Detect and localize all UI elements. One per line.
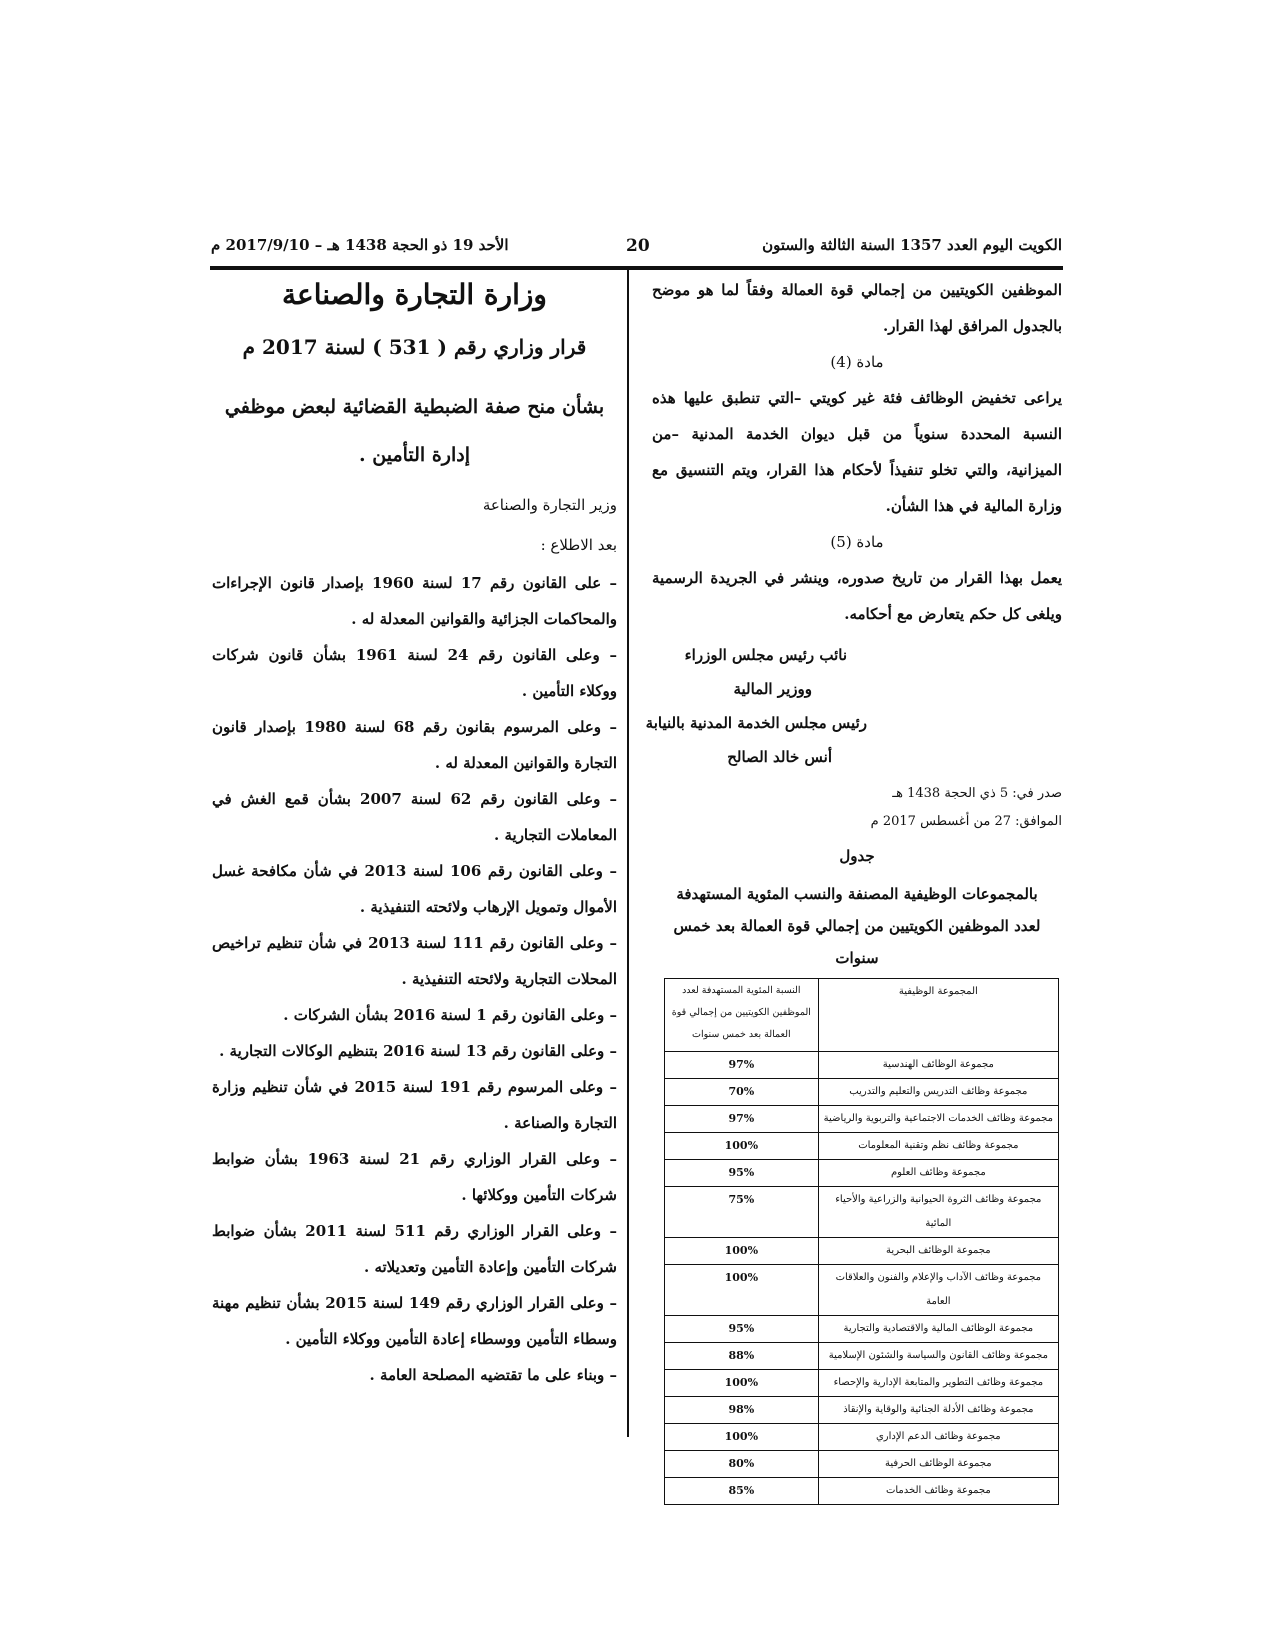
table-row xyxy=(665,1238,1059,1265)
target-percentage-cell: 100% xyxy=(665,1370,819,1397)
job-group-cell: مجموعة وظائف الخدمات xyxy=(818,1478,1058,1505)
legal-reference-clause: – وعلى المرسوم بقانون رقم 68 لسنة 1980 بإصدار قانون التجارة والقوانين المعدلة له . xyxy=(212,718,617,772)
target-percentage-cell: 98% xyxy=(665,1397,819,1424)
target-percentage-cell: 100% xyxy=(665,1133,819,1160)
legal-reference-clause: – وعلى القانون رقم 111 لسنة 2013 في شأن تنظيم تراخيص المحلات التجارية ولائحته التنفيذية . xyxy=(212,934,617,988)
issued-gregorian: الموافق: 27 من أغسطس 2017 م xyxy=(870,814,1062,829)
target-percentage-cell: 97% xyxy=(665,1052,819,1079)
table-subtitle-2: لعدد الموظفين الكويتيين من إجمالي قوة العمالة بعد خمس سنوات xyxy=(673,917,1041,967)
table-row xyxy=(665,1316,1059,1343)
signature-title-1: نائب رئيس مجلس الوزراء xyxy=(684,646,847,664)
table-row xyxy=(665,1478,1059,1505)
table-row xyxy=(665,1187,1059,1238)
gazette-issue: الكويت اليوم العدد 1357 السنة الثالثة والستون xyxy=(762,236,1062,254)
target-percentage-cell: 100% xyxy=(665,1238,819,1265)
after-review: بعد الاطلاع : xyxy=(540,536,617,554)
legal-reference-clause: – وعلى القانون رقم 24 لسنة 1961 بشأن قانون شركات ووكلاء التأمين . xyxy=(212,646,617,700)
job-group-cell: مجموعة وظائف التطوير والمتابعة الإدارية والإحصاء xyxy=(818,1370,1058,1397)
job-group-cell: مجموعة الوظائف المالية والاقتصادية والتجارية xyxy=(818,1316,1058,1343)
minister-title: وزير التجارة والصناعة xyxy=(482,496,617,514)
target-percentage-cell: 100% xyxy=(665,1424,819,1451)
table-row xyxy=(665,1424,1059,1451)
table-row xyxy=(665,1079,1059,1106)
legal-reference-clause: – وعلى القانون رقم 1 لسنة 2016 بشأن الشركات . xyxy=(283,1006,617,1024)
page-number: 20 xyxy=(626,236,650,256)
job-group-cell: مجموعة وظائف نظم وتقنية المعلومات xyxy=(818,1133,1058,1160)
job-group-cell: مجموعة الوظائف الهندسية xyxy=(818,1052,1058,1079)
decree-title: قرار وزاري رقم ( 531 ) لسنة 2017 م xyxy=(242,335,587,359)
target-percentage-cell: 88% xyxy=(665,1343,819,1370)
ministry-title: وزارة التجارة والصناعة xyxy=(282,278,547,311)
target-percentage-cell: 85% xyxy=(665,1478,819,1505)
table-row xyxy=(665,1397,1059,1424)
right-column xyxy=(645,272,1062,1505)
job-group-cell: مجموعة الوظائف البحرية xyxy=(818,1238,1058,1265)
table-row xyxy=(665,1106,1059,1133)
decree-subject: بشأن منح صفة الضبطية القضائية لبعض موظفي إدارة التأمين . xyxy=(224,396,605,466)
signature-title-2: ووزير المالية xyxy=(733,680,812,698)
column-header-group: المجموعة الوظيفية xyxy=(818,979,1058,1052)
table-heading: جدول xyxy=(839,847,875,865)
legal-reference-clause: – وعلى المرسوم رقم 191 لسنة 2015 في شأن تنظيم وزارة التجارة والصناعة . xyxy=(212,1078,617,1132)
job-group-cell: مجموعة وظائف الأدلة الجنائية والوقاية والإنقاذ xyxy=(818,1397,1058,1424)
target-percentage-cell: 95% xyxy=(665,1316,819,1343)
legal-reference-clause: – وعلى القرار الوزاري رقم 149 لسنة 2015 بشأن تنظيم مهنة وسطاء التأمين ووسطاء إعادة التأمين ووكلاء التأمين . xyxy=(212,1294,617,1348)
article4-heading: مادة (4) xyxy=(830,353,884,371)
job-group-cell: مجموعة وظائف القانون والسياسة والشئون الإسلامية xyxy=(818,1343,1058,1370)
table-subtitle-1: بالمجموعات الوظيفية المصنفة والنسب المئوية المستهدفة xyxy=(676,885,1038,903)
target-percentage-cell: 75% xyxy=(665,1187,819,1238)
table-row xyxy=(665,1451,1059,1478)
target-percentage-cell: 97% xyxy=(665,1106,819,1133)
column-header-percentage: النسبة المئوية المستهدفة لعدد الموظفين الكويتيين من إجمالي قوة العمالة بعد خمس سنوات xyxy=(665,979,819,1052)
article3-continuation: الموظفين الكويتيين من إجمالي قوة العمالة وفقاً لما هو موضح بالجدول المرافق لهذا القرار. xyxy=(652,281,1062,335)
table-row xyxy=(665,1265,1059,1316)
signature-title-3: رئيس مجلس الخدمة المدنية بالنيابة xyxy=(645,714,867,732)
legal-reference-clause: – وعلى القانون رقم 62 لسنة 2007 بشأن قمع الغش في المعاملات التجارية . xyxy=(212,790,617,844)
legal-reference-clause: – وعلى القانون رقم 106 لسنة 2013 في شأن مكافحة غسل الأموال وتمويل الإرهاب ولائحته التنفيذية . xyxy=(212,862,617,916)
target-percentage-cell: 100% xyxy=(665,1265,819,1316)
job-group-cell: مجموعة وظائف الآداب والإعلام والفنون والعلاقات العامة xyxy=(818,1265,1058,1316)
left-column xyxy=(212,272,617,1393)
job-group-cell: مجموعة وظائف الخدمات الاجتماعية والتربوية والرياضية xyxy=(818,1106,1058,1133)
article5-heading: مادة (5) xyxy=(830,533,884,551)
legal-references xyxy=(212,565,617,1393)
table-row xyxy=(665,1370,1059,1397)
legal-reference-clause: – وبناء على ما تقتضيه المصلحة العامة . xyxy=(369,1366,617,1384)
target-percentages-table xyxy=(664,978,1059,1505)
job-group-cell: مجموعة وظائف التدريس والتعليم والتدريب xyxy=(818,1079,1058,1106)
table-row xyxy=(665,1343,1059,1370)
signatory-name: أنس خالد الصالح xyxy=(727,748,832,766)
table-header-row xyxy=(665,979,1059,1052)
article5-text: يعمل بهذا القرار من تاريخ صدوره، وينشر في الجريدة الرسمية ويلغى كل حكم يتعارض مع أحكامه. xyxy=(652,569,1062,623)
job-group-cell: مجموعة وظائف الدعم الإداري xyxy=(818,1424,1058,1451)
target-percentage-cell: 80% xyxy=(665,1451,819,1478)
target-percentage-cell: 70% xyxy=(665,1079,819,1106)
job-group-cell: مجموعة الوظائف الحرفية xyxy=(818,1451,1058,1478)
header-rule xyxy=(210,266,1063,270)
legal-reference-clause: – على القانون رقم 17 لسنة 1960 بإصدار قانون الإجراءات والمحاكمات الجزائية والقوانين المعدلة له . xyxy=(212,574,617,628)
legal-reference-clause: – وعلى القانون رقم 13 لسنة 2016 بتنظيم الوكالات التجارية . xyxy=(219,1042,617,1060)
issued-hijri: صدر في: 5 ذي الحجة 1438 هـ xyxy=(892,786,1062,801)
legal-reference-clause: – وعلى القرار الوزاري رقم 511 لسنة 2011 بشأن ضوابط شركات التأمين وإعادة التأمين وتعديلاته . xyxy=(212,1222,617,1276)
legal-reference-clause: – وعلى القرار الوزاري رقم 21 لسنة 1963 بشأن ضوابط شركات التأمين ووكلائها . xyxy=(212,1150,618,1204)
table-row xyxy=(665,1133,1059,1160)
signature-block xyxy=(645,638,1062,774)
job-group-cell: مجموعة وظائف العلوم xyxy=(818,1160,1058,1187)
table-body xyxy=(665,1052,1059,1505)
page-header xyxy=(211,236,1062,266)
column-divider xyxy=(627,270,629,1437)
table-row xyxy=(665,1052,1059,1079)
table-row xyxy=(665,1160,1059,1187)
issue-dates xyxy=(652,780,1062,836)
target-percentage-cell: 95% xyxy=(665,1160,819,1187)
header-date: الأحد 19 ذو الحجة 1438 هـ – 2017/9/10 م xyxy=(211,236,509,254)
job-group-cell: مجموعة وظائف الثروة الحيوانية والزراعية والأحياء المائية xyxy=(818,1187,1058,1238)
article4-text: يراعى تخفيض الوظائف فئة غير كويتي –التي تنطبق عليها هذه النسبة المحددة سنوياً من قبل ديوان الخدمة المدنية –من الميزانية، والتي تخلو تنفيذاً لأحكام هذا القرار، ويتم التنسيق مع وزارة المالية في هذا الشأن. xyxy=(652,389,1062,515)
